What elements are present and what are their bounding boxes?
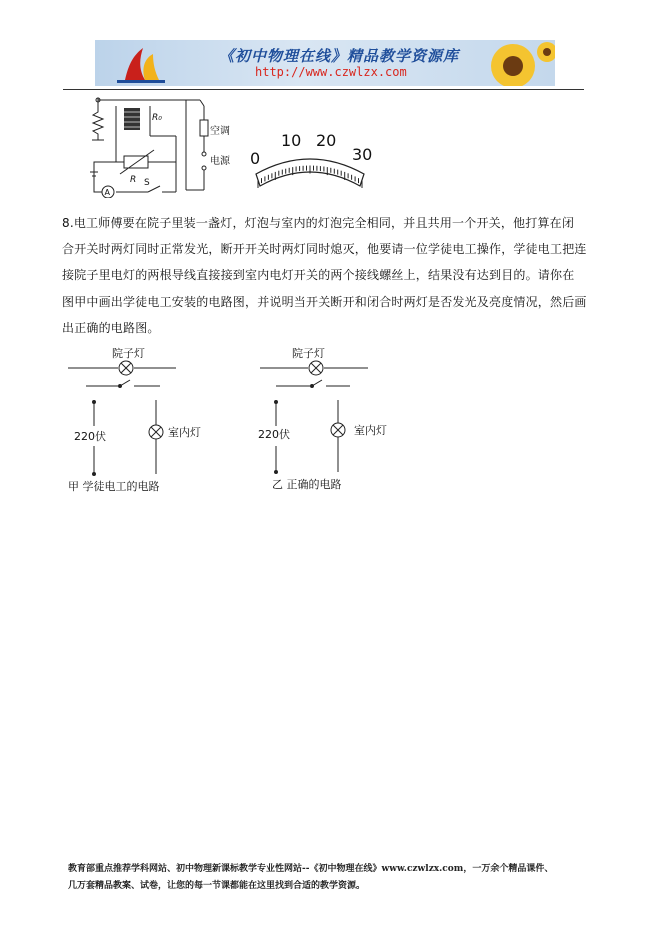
voltage-label: 220伏: [74, 430, 106, 443]
banner-title: 《初中物理在线》精品教学资源库: [219, 47, 460, 65]
indoor-lamp-label: 室内灯: [168, 426, 201, 439]
meter-scale-diagram: [244, 124, 376, 194]
question-line: 8.电工师傅要在院子里装一盏灯，灯泡与室内的灯泡完全相同，并且共用一个开关，他打算在闭: [62, 216, 575, 230]
power-label: 电源: [210, 156, 230, 167]
header-divider: [63, 89, 584, 90]
indoor-lamp-label: 室内灯: [354, 424, 387, 437]
r-label: R: [130, 175, 137, 185]
banner-url: http://www.czwlzx.com: [255, 65, 407, 79]
apprentice-circuit-diagram: [60, 344, 240, 494]
footer-line: 教育部重点推荐学科网站、初中物理新课标教学专业性网站--《初中物理在线》www.czwlzx.com，一万余个精品课件、: [68, 864, 554, 874]
relay-circuit-diagram: [80, 92, 240, 198]
sunflower-icon: [473, 40, 555, 86]
correct-circuit-diagram: [252, 344, 432, 494]
ammeter-label: A: [104, 188, 110, 197]
footer-line: 几万套精品教案、试卷，让您的每一节课都能在这里找到合适的教学资源。: [68, 881, 366, 891]
header-banner: [95, 40, 555, 86]
question-line: 出正确的电路图。: [62, 321, 160, 335]
question-line: 接院子里电灯的两根导线直接接到室内电灯开关的两个接线螺丝上，结果没有达到目的。请你在: [62, 268, 575, 282]
switch-label: S: [144, 178, 150, 188]
meter-tick-label: 0: [250, 149, 261, 168]
circuit-caption: 甲 学徒电工的电路: [68, 480, 160, 493]
meter-tick-label: 20: [316, 131, 337, 150]
r0-label: R₀: [152, 113, 162, 123]
yard-lamp-label: 院子灯: [292, 347, 325, 360]
meter-tick-label: 10: [281, 131, 302, 150]
ac-label: 空调: [210, 126, 230, 137]
meter-tick-label: 30: [352, 145, 373, 164]
circuit-caption: 乙 正确的电路: [272, 478, 342, 491]
voltage-label: 220伏: [258, 428, 290, 441]
question-line: 图甲中画出学徒电工安装的电路图，并说明当开关断开和闭合时两灯是否发光及亮度情况，然后画: [62, 295, 587, 309]
question-line: 合开关时两灯同时正常发光，断开开关时两灯同时熄灭，他要请一位学徒电工操作，学徒电工把连: [62, 242, 587, 256]
yard-lamp-label: 院子灯: [112, 347, 145, 360]
